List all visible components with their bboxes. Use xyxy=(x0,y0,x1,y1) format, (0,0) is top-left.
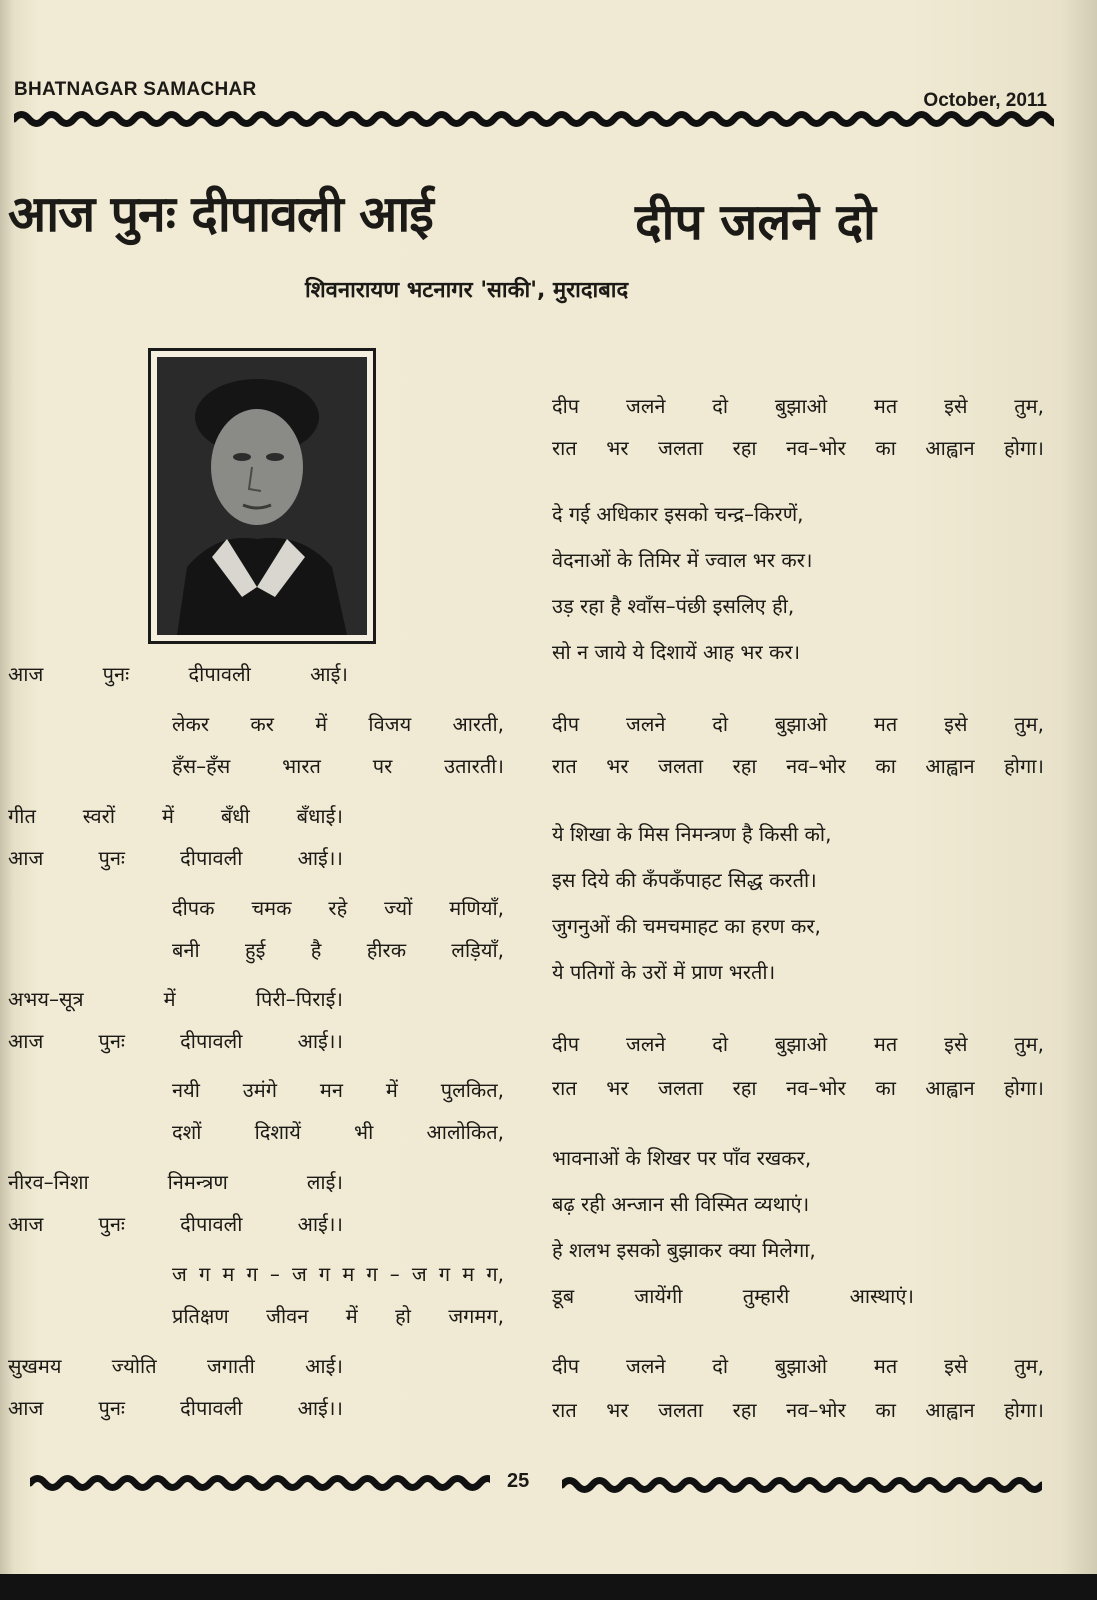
poem-line: भावनाओं के शिखर पर पाँव रखकर, xyxy=(552,1146,812,1170)
poem-line: प्रतिक्षण जीवन में हो जगमग, xyxy=(172,1304,504,1328)
poem-line: आज पुनः दीपावली आई।। xyxy=(8,1029,343,1053)
poem-line: हँस–हँस भारत पर उतारती। xyxy=(172,754,504,778)
poem-line: रात भर जलता रहा नव–भोर का आह्वान होगा। xyxy=(552,1398,1044,1422)
issue-date: October, 2011 xyxy=(923,90,1047,111)
top-wave-divider xyxy=(14,104,1054,134)
poem-line: रात भर जलता रहा नव–भोर का आह्वान होगा। xyxy=(552,1076,1044,1100)
poem-line: ज ग म ग – ज ग म ग – ज ग म ग, xyxy=(172,1262,504,1286)
poem-line: रात भर जलता रहा नव–भोर का आह्वान होगा। xyxy=(552,436,1044,460)
poem-line: बढ़ रही अन्जान सी विस्मित व्यथाएं। xyxy=(552,1192,810,1216)
poem-line: इस दिये की कँपकँपाहट सिद्ध करती। xyxy=(552,868,817,892)
poem-line: ये शिखा के मिस निमन्त्रण है किसी को, xyxy=(552,822,832,846)
author-photo xyxy=(148,348,376,644)
portrait-image xyxy=(157,357,367,635)
author-byline: शिवनारायण भटनागर 'साकी', मुरादाबाद xyxy=(305,278,629,303)
bleed-through-text xyxy=(20,30,26,54)
poem-line: डूब जायेंगी तुम्हारी आस्थाएं। xyxy=(552,1284,914,1308)
poem-line: सुखमय ज्योति जगाती आई। xyxy=(8,1354,343,1378)
poem-line: दीपक चमक रहे ज्यों मणियाँ, xyxy=(172,896,504,920)
poem-title-left: आज पुनः दीपावली आई xyxy=(8,185,433,243)
poem-line: आज पुनः दीपावली आई।। xyxy=(8,1212,343,1236)
scan-edge xyxy=(0,1574,1097,1600)
poem-line: हे शलभ इसको बुझाकर क्या मिलेगा, xyxy=(552,1238,816,1262)
poem-line: दीप जलने दो बुझाओ मत इसे तुम, xyxy=(552,394,1044,418)
poem-line: बनी हुई है हीरक लड़ियाँ, xyxy=(172,938,504,962)
poem-line: नीरव–निशा निमन्त्रण लाई। xyxy=(8,1170,343,1194)
poem-line: दे गई अधिकार इसको चन्द्र–किरणें, xyxy=(552,502,804,526)
poem-line: लेकर कर में विजय आरती, xyxy=(172,712,504,736)
poem-line: सो न जाये ये दिशायें आह भर कर। xyxy=(552,640,801,664)
poem-line: आज पुनः दीपावली आई। xyxy=(8,662,348,686)
poem-line: दशों दिशायें भी आलोकित, xyxy=(172,1120,504,1144)
poem-line: आज पुनः दीपावली आई।। xyxy=(8,1396,343,1420)
publication-name: BHATNAGAR SAMACHAR xyxy=(14,79,257,100)
poem-line: वेदनाओं के तिमिर में ज्वाल भर कर। xyxy=(552,548,813,572)
poem-line: दीप जलने दो बुझाओ मत इसे तुम, xyxy=(552,1032,1044,1056)
poem-line: दीप जलने दो बुझाओ मत इसे तुम, xyxy=(552,712,1044,736)
poem-line: उड़ रहा है श्वाँस–पंछी इसलिए ही, xyxy=(552,594,795,618)
poem-line: जुगनुओं की चमचमाहट का हरण कर, xyxy=(552,914,821,938)
poem-line: गीत स्वरों में बँधी बँधाई। xyxy=(8,804,343,828)
poem-line: अभय–सूत्र में पिरी–पिराई। xyxy=(8,987,343,1011)
poem-line: ये पतिगों के उरों में प्राण भरती। xyxy=(552,960,776,984)
poem-line: दीप जलने दो बुझाओ मत इसे तुम, xyxy=(552,1354,1044,1378)
poem-line: आज पुनः दीपावली आई।। xyxy=(8,846,343,870)
bottom-wave-divider-right xyxy=(562,1470,1042,1500)
poem-line: रात भर जलता रहा नव–भोर का आह्वान होगा। xyxy=(552,754,1044,778)
poem-title-right: दीप जलने दो xyxy=(635,193,876,251)
page-number: 25 xyxy=(507,1470,530,1492)
bottom-wave-divider-left xyxy=(30,1468,490,1498)
poem-line: नयी उमंगे मन में पुलकित, xyxy=(172,1078,504,1102)
